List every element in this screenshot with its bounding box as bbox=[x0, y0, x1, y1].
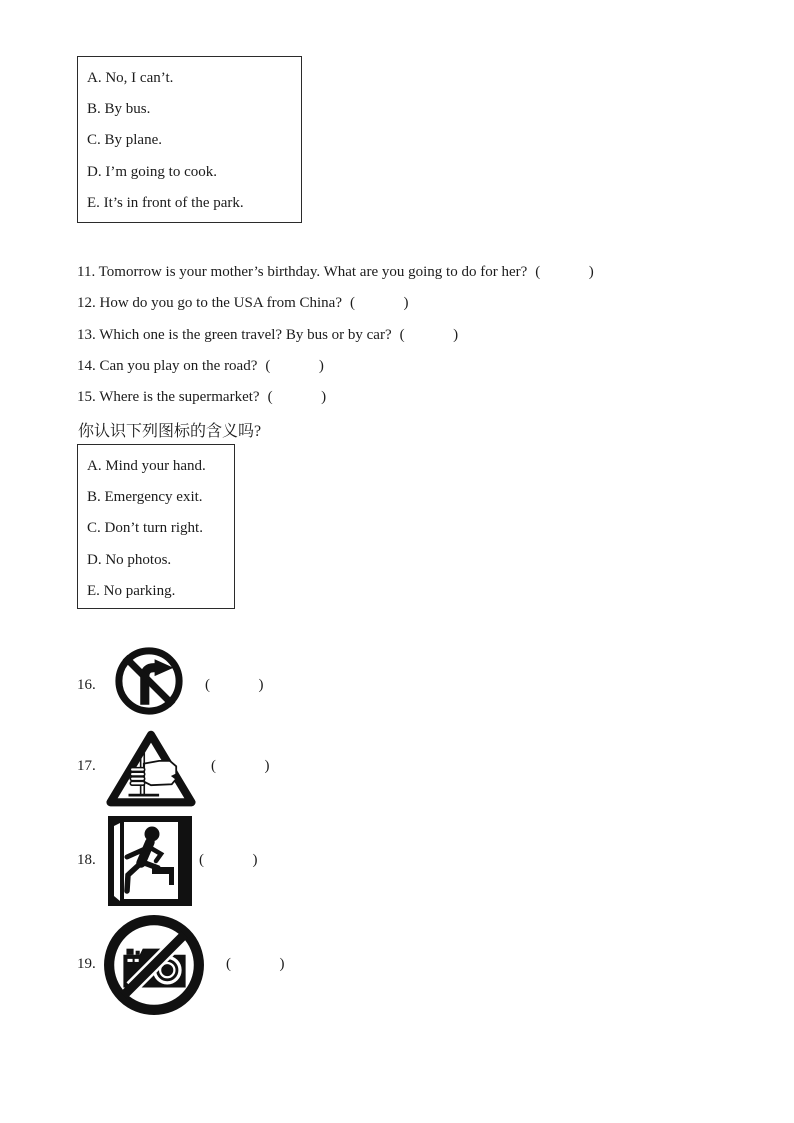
no-right-turn-icon bbox=[114, 646, 184, 716]
answer-blank: ( ) bbox=[535, 264, 595, 280]
question-text: 13. Which one is the green travel? By bus or by car? bbox=[77, 326, 392, 343]
question-15 bbox=[77, 382, 595, 413]
question-number: 16. bbox=[77, 677, 96, 693]
answer-blank: ( ) bbox=[399, 326, 460, 343]
sign-question-19 bbox=[77, 913, 397, 1017]
answer-options-box-2 bbox=[77, 444, 235, 609]
answer-blank: ( ) bbox=[205, 677, 265, 693]
sign-question-17 bbox=[77, 728, 397, 812]
answer-blank: ( ) bbox=[226, 956, 286, 972]
sign-question-18 bbox=[77, 816, 397, 908]
question-14 bbox=[77, 351, 595, 382]
answer-blank: ( ) bbox=[211, 758, 271, 774]
option-b: B. Emergency exit. bbox=[87, 489, 203, 506]
question-11 bbox=[77, 257, 595, 288]
answer-blank: ( ) bbox=[265, 358, 325, 375]
questions-11-15 bbox=[77, 257, 595, 414]
question-text: 15. Where is the supermarket? bbox=[77, 389, 260, 406]
question-text: 11. Tomorrow is your mother’s birthday. What are you going to do for her? bbox=[77, 264, 528, 280]
option-a: A. No, I can’t. bbox=[87, 70, 174, 86]
section-prompt: 你认识下列图标的含义吗? bbox=[78, 423, 262, 440]
option-e: E. It’s in front of the park. bbox=[87, 194, 244, 211]
question-12 bbox=[77, 288, 595, 319]
answer-blank: ( ) bbox=[199, 852, 259, 868]
question-number: 18. bbox=[77, 852, 96, 868]
sign-question-16 bbox=[77, 646, 397, 718]
question-13 bbox=[77, 320, 595, 351]
option-d: D. I’m going to cook. bbox=[87, 163, 217, 180]
question-number: 17. bbox=[77, 758, 96, 774]
answer-options-box-1 bbox=[77, 56, 302, 223]
option-b: B. By bus. bbox=[87, 101, 151, 118]
question-text: 12. How do you go to the USA from China? bbox=[77, 295, 342, 312]
option-e: E. No parking. bbox=[87, 582, 176, 599]
emergency-exit-icon bbox=[108, 816, 192, 906]
option-c: C. By plane. bbox=[87, 132, 162, 149]
no-photos-icon bbox=[103, 914, 205, 1016]
question-number: 19. bbox=[77, 956, 96, 972]
option-a: A. Mind your hand. bbox=[87, 458, 206, 474]
option-d: D. No photos. bbox=[87, 551, 172, 568]
question-text: 14. Can you play on the road? bbox=[77, 358, 258, 375]
option-c: C. Don’t turn right. bbox=[87, 520, 203, 537]
mind-your-hand-icon bbox=[106, 729, 196, 809]
answer-blank: ( ) bbox=[349, 295, 410, 312]
answer-blank: ( ) bbox=[267, 389, 328, 406]
